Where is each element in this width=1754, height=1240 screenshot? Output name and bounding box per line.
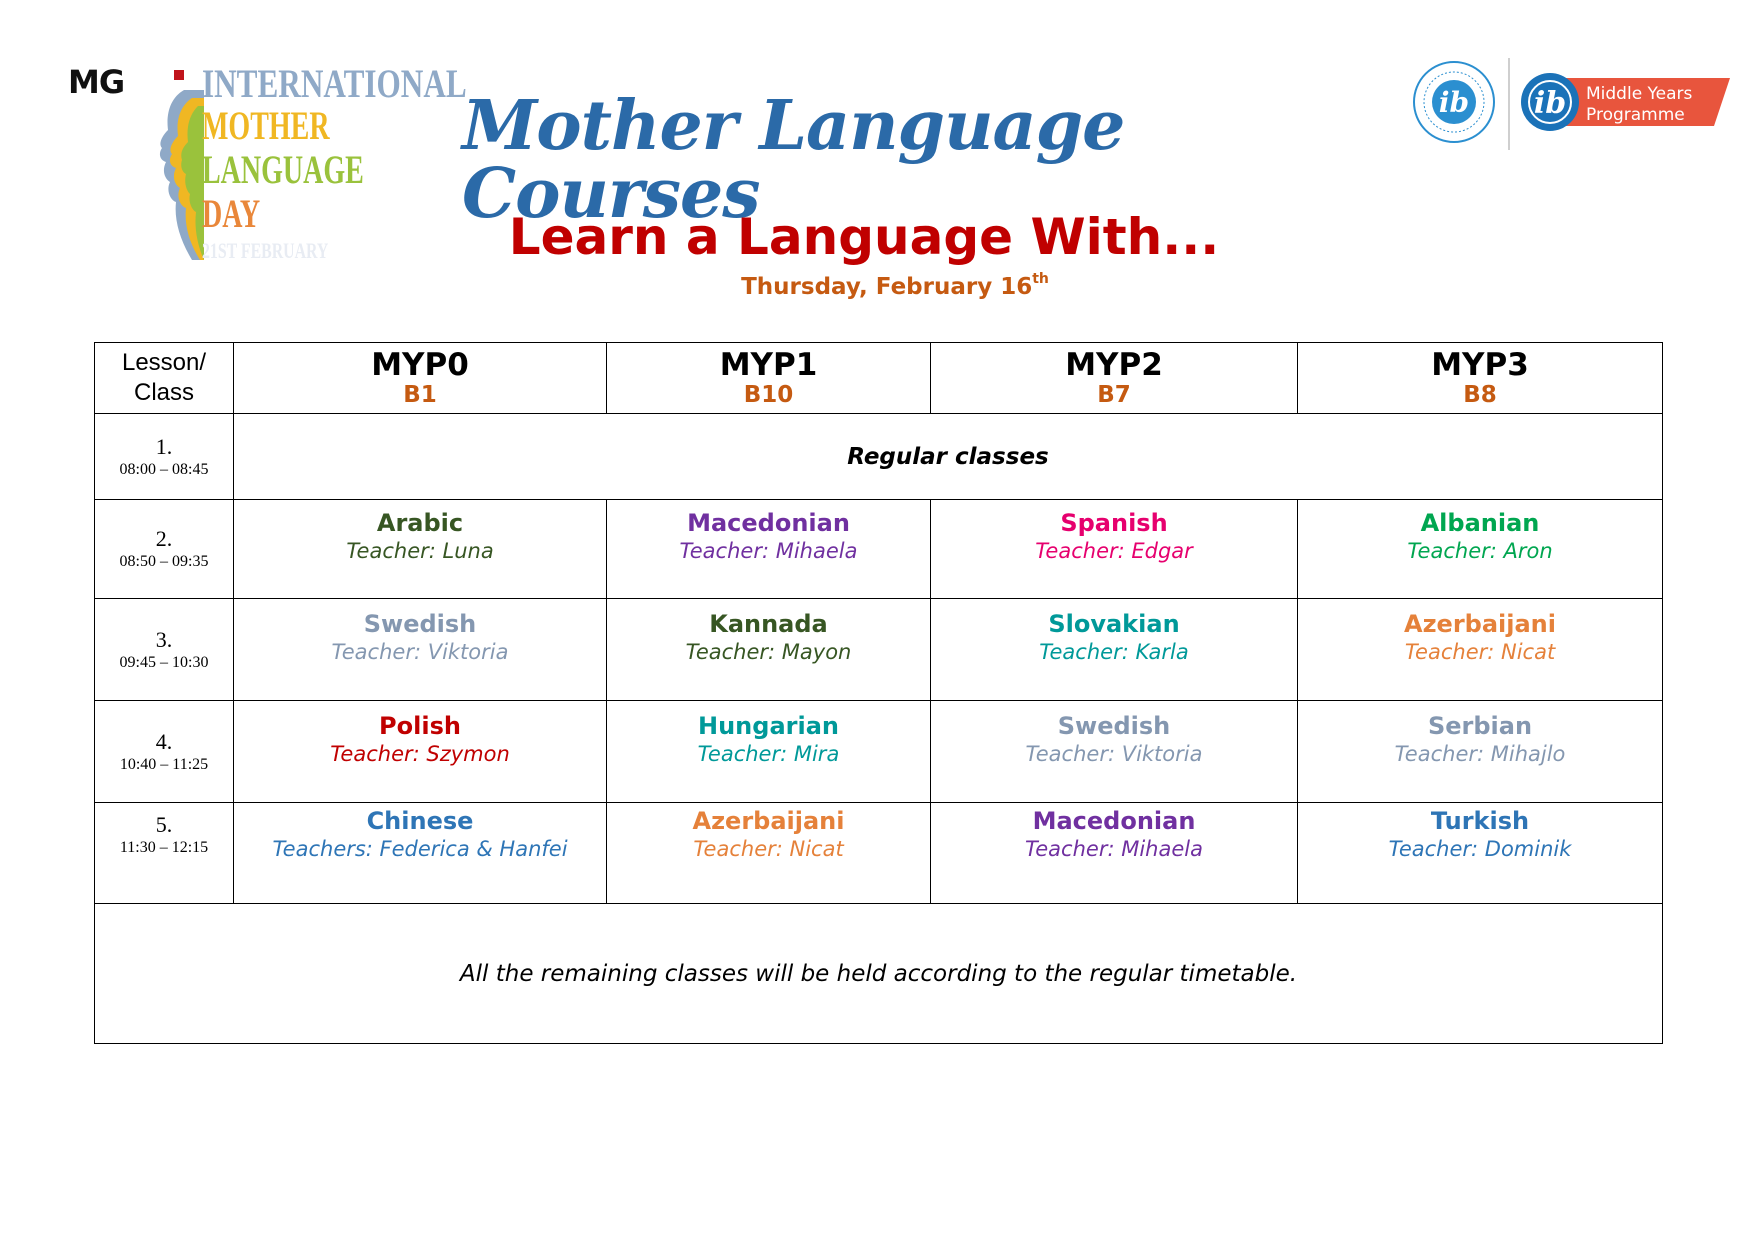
language-name: Turkish: [1430, 807, 1530, 835]
event-date-inner: [741, 271, 1049, 300]
lesson-cell-inner: [95, 729, 233, 775]
course-cell: [1298, 500, 1663, 599]
column-header-myp2: [931, 343, 1298, 414]
teacher-name: Teacher: Luna: [346, 539, 494, 563]
lesson-time: 10:40 – 11:25: [119, 755, 209, 773]
footer-row: [95, 904, 1663, 1044]
teacher-name: Teacher: Aron: [1407, 539, 1553, 563]
corner-label-1: Lesson/: [121, 349, 207, 376]
course-cell-inner: [234, 807, 606, 863]
language-name: Swedish: [1057, 711, 1171, 740]
myp-line-2: Programme: [1586, 105, 1685, 125]
lesson-cell: [95, 414, 234, 500]
teacher-name: Teacher: Nicat: [1404, 639, 1556, 664]
lesson-row-5: [95, 803, 1663, 904]
footer-note: All the remaining classes will be held according to the regular timetable.: [459, 960, 1298, 987]
course-cell: [607, 599, 931, 701]
lesson-number: 3.: [155, 626, 173, 652]
date-text: Thursday, February 16: [741, 274, 1033, 300]
language-name: Chinese: [366, 807, 474, 835]
teacher-name: Teacher: Mihajlo: [1394, 741, 1566, 766]
course-cell: [234, 803, 607, 904]
course-cell: [931, 803, 1298, 904]
lesson-cell: [95, 599, 234, 701]
footer-cell: [95, 904, 1663, 1044]
language-name: Arabic: [376, 509, 464, 537]
ib-myp-logo-icon: [1520, 68, 1730, 138]
lesson-row-1: [95, 414, 1663, 500]
language-name: Serbian: [1427, 711, 1533, 740]
language-name: Hungarian: [698, 711, 839, 740]
course-cell-inner: [1298, 610, 1662, 666]
course-cell: [234, 701, 607, 803]
lesson-time: 09:45 – 10:30: [119, 653, 209, 671]
language-name: Kannada: [709, 609, 828, 638]
course-cell-inner: [607, 509, 930, 565]
regular-classes-cell: [234, 414, 1663, 500]
corner-label-2: Class: [133, 379, 194, 406]
class-name: MYP0: [371, 347, 469, 383]
ib-world-school-seal-icon: [1412, 60, 1496, 144]
teacher-name: Teacher: Mayon: [685, 639, 852, 664]
regular-classes-note: Regular classes: [847, 443, 1049, 470]
myp-line-1: Middle Years: [1586, 84, 1693, 104]
column-header-myp3: [1298, 343, 1663, 414]
teacher-name: Teacher: Mihaela: [679, 539, 858, 563]
language-name: Azerbaijani: [692, 807, 845, 835]
lesson-cell-inner: [95, 526, 233, 572]
course-cell-inner: [1298, 807, 1662, 863]
class-name: MYP1: [719, 347, 818, 383]
course-cell-inner: [931, 712, 1297, 768]
language-name: Albanian: [1420, 509, 1540, 537]
teacher-name: Teacher: Dominik: [1388, 837, 1572, 861]
language-name: Swedish: [363, 609, 477, 638]
lesson-cell-inner: [95, 434, 233, 480]
teacher-name: Teacher: Mira: [697, 741, 840, 766]
imld-line-5: 21ST FEBRUARY: [202, 238, 329, 263]
course-cell: [607, 701, 931, 803]
course-cell: [931, 500, 1298, 599]
column-header-myp1: [607, 343, 931, 414]
teacher-name: Teacher: Edgar: [1035, 539, 1193, 563]
lesson-cell-inner: [95, 627, 233, 673]
page-subtitle: [0, 208, 1754, 266]
lesson-cell: [95, 500, 234, 599]
page-title: Mother Language Courses: [462, 86, 1125, 234]
event-date: [0, 271, 1754, 300]
course-cell: [931, 701, 1298, 803]
course-cell-inner: [607, 610, 930, 666]
language-name: Macedonian: [1032, 807, 1196, 835]
language-name: Slovakian: [1048, 609, 1180, 638]
language-name: Azerbaijani: [1404, 609, 1556, 638]
lesson-time: 08:00 – 08:45: [119, 460, 209, 478]
room-name: B7: [1097, 382, 1131, 408]
imld-line-1: INTERNATIONAL: [202, 61, 467, 106]
ib-divider: [1508, 58, 1510, 150]
language-name: Polish: [379, 711, 461, 740]
course-cell: [607, 500, 931, 599]
class-name: MYP2: [1065, 347, 1163, 383]
course-cell: [234, 599, 607, 701]
lesson-cell: [95, 803, 234, 904]
lesson-cell: [95, 701, 234, 803]
corner-cell: [95, 343, 234, 414]
language-name: Macedonian: [687, 509, 850, 537]
course-cell: [607, 803, 931, 904]
course-cell-inner: [931, 807, 1297, 863]
course-cell: [1298, 701, 1663, 803]
class-name: MYP3: [1431, 347, 1529, 383]
course-cell-inner: [1298, 712, 1662, 768]
lesson-number: 2.: [155, 526, 173, 551]
date-suffix: th: [1032, 271, 1049, 287]
language-name: Spanish: [1060, 509, 1168, 537]
course-cell-inner: [931, 509, 1297, 565]
teacher-name: Teacher: Nicat: [693, 837, 844, 861]
header-row: [95, 343, 1663, 414]
teacher-name: Teacher: Mihaela: [1025, 837, 1203, 861]
timetable: [94, 342, 1663, 1044]
room-name: B10: [743, 382, 794, 408]
room-name: B8: [1463, 382, 1497, 408]
lesson-time: 08:50 – 09:35: [119, 553, 209, 570]
teacher-name: Teacher: Szymon: [330, 741, 510, 766]
teacher-name: Teacher: Viktoria: [1025, 741, 1203, 766]
course-cell-inner: [931, 610, 1297, 666]
lesson-number: 1.: [155, 433, 173, 459]
lesson-row-2: [95, 500, 1663, 599]
course-cell: [234, 500, 607, 599]
course-cell-inner: [234, 509, 606, 565]
course-cell-inner: [234, 610, 606, 666]
course-cell-inner: [607, 712, 930, 768]
course-cell: [1298, 599, 1663, 701]
imld-line-3: LANGUAGE: [202, 147, 364, 192]
lesson-cell-inner: [95, 812, 233, 858]
lesson-row-4: [95, 701, 1663, 803]
course-cell-inner: [1298, 509, 1662, 565]
course-cell-inner: [234, 712, 606, 768]
column-header-myp0: [234, 343, 607, 414]
mg-logo-text: MG: [68, 63, 125, 101]
ib-myp-mark: ib: [1533, 86, 1567, 121]
course-cell-inner: [607, 807, 930, 863]
imld-line-4: DAY: [202, 191, 261, 236]
course-cell: [931, 599, 1298, 701]
lesson-number: 4.: [155, 728, 173, 754]
lesson-row-3: [95, 599, 1663, 701]
imld-line-2: MOTHER: [202, 103, 330, 148]
course-cell: [1298, 803, 1663, 904]
ib-logos: [1408, 58, 1728, 150]
ib-seal-mark: ib: [1438, 86, 1470, 119]
teacher-name: Teachers: Federica & Hanfei: [272, 837, 568, 861]
subtitle-text: Learn a Language With...: [508, 208, 1220, 266]
teacher-name: Teacher: Viktoria: [331, 639, 509, 664]
teacher-name: Teacher: Karla: [1039, 639, 1189, 664]
room-name: B1: [403, 382, 437, 408]
lesson-number: 5.: [155, 812, 173, 837]
lesson-time: 11:30 – 12:15: [119, 839, 209, 856]
